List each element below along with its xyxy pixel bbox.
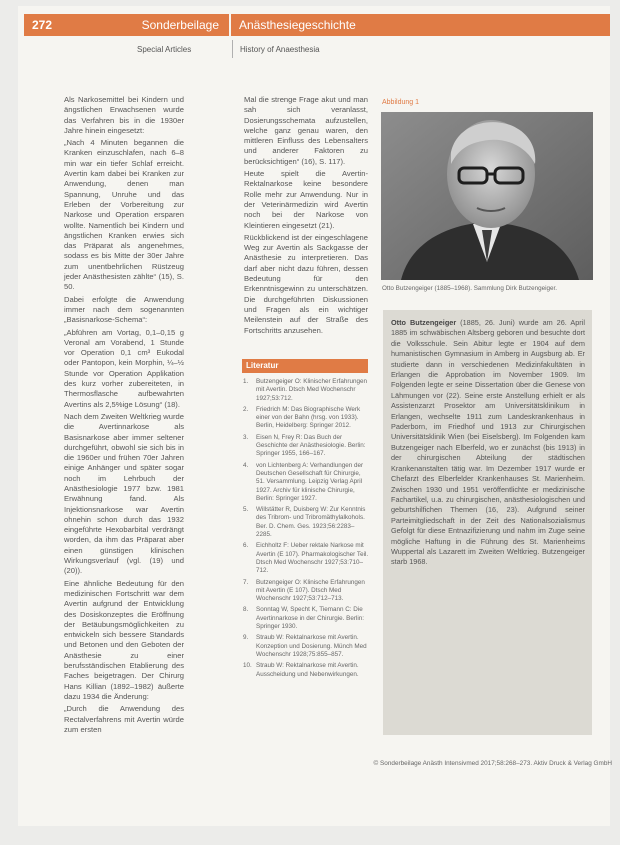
paragraph: Als Narkosemittel bei Kindern und ängstlichen Erwachsenen wurde das Verfahren bis in die 1930er Jahre hinein eingesetzt: <box>64 95 184 135</box>
reference-item <box>243 462 369 503</box>
paragraph: Eine ähnliche Bedeutung für den medizinischen Fortschritt war dem Avertin aufgrund der Entwicklung des Dosiskonzeptes die Eröffnung der Betäubungsmöglichkeiten zu entwickeln sich bessere Standards und Betonen und den Geboten der Anästhesie zu einer berufsständischen Etablierung des Faches beigetragen. Der Chirurg Hans Killian (1892–1982) äußerte dazu 1934 die Änderung: <box>64 578 184 701</box>
text-column-2 <box>244 95 368 338</box>
reference-number: 7. <box>243 578 249 586</box>
biography-body: (1885, 26. Juni) wurde am 26. April 1885 im schwäbischen Altsberg geboren und besuchte dort die Volksschule. Sein Abitur legte er 1904 auf dem humanistischen Gymnasium in Amberg in Augsburg ab. Er studierte dann in verschiedenen Medizinfakultäten in Erlangen die Approbation im November 1909. Im Folgenden legte er seine Dissertation über die Genese von Lähmungen vor (22). Seine erste Anstellung erhielt er als Assistenzarzt Prosektor am Universitätsklinikum in Erlangen, wechselte 1911 zum Landeskrankenhaus in Paderborn, im Friedhof und 1913 zur Chirurgischen Universitätsklinik Wien (bei Eiselsberg). Im Folgenden kam Butzengeiger nach Elberfeld, wo er zunächst (bis 1913) in der chirurgischen Abteilung der städtischen Krankenanstalten tätig war. Im Dezember 1917 wurde er Chefarzt des Elberfelder Krankenhauses St. Marienheim. Zwischen 1930 und 1951 veröffentlichte er medizinische Fachartikel, u.a. zu chirurgischen, anästhesiologischen und geburtshilfichen Themen (16, 23). Aufgrund seiner Parteimitgliedschaft in der Zeit des Nationalsozialismus Gefolgt für diese Entnazifizierung und nahm im Zuge seine mögliche Haftung in die Führung des St. Marienheims Wuppertal als Lazarett im Zweiten Weltkrieg. Butzengeiger starb 1968. <box>391 318 585 567</box>
reference-text: Butzengeiger O: Klinische Erfahrungen mit Avertin (E 107). Dtsch Med Wochenschr 1927;53:712–713. <box>256 578 365 603</box>
section-title-right: Anästhesiegeschichte <box>239 18 356 32</box>
quote: „Abführen am Vortag, 0,1–0,15 g Veronal am Vorabend, 1 Stunde vor Operation 0,1 cm³ Eukodal oder Pantopon, kein Morphin, ¼–½ Stunde vor Operation Applikation des kurz vorher zubereiteten, in Thermosflasche aufbewahrten Avertins als 2,5%ige Lösung“ (18). <box>64 327 184 409</box>
reference-text: Eisen N, Frey R: Das Buch der Geschichte der Anästhesiologie. Berlin: Springer 1955, 166–167. <box>256 433 366 458</box>
reference-item <box>243 542 369 575</box>
text-column-1 <box>64 95 184 737</box>
reference-text: Friedrich M: Das Biographische Werk einer von der Bahn (hrsg. von 1933). Berlin, Heidelberg: Springer 2012. <box>256 405 361 430</box>
reference-number: 1. <box>243 378 249 385</box>
reference-item <box>243 579 369 604</box>
portrait-illustration <box>381 112 593 280</box>
reference-item <box>243 378 369 403</box>
reference-item <box>243 662 369 679</box>
biography-name: Otto Butzengeiger <box>391 318 457 327</box>
portrait-photo <box>381 112 593 280</box>
reference-item <box>243 506 369 539</box>
header-band-left <box>24 14 229 36</box>
page-number: 272 <box>32 18 53 32</box>
subtitle-left: Special Articles <box>137 45 192 54</box>
footer-copyright: © Sonderbeilage Anästh Intensivmed 2017;58:268–273. Aktiv Druck & Verlag GmbH <box>373 760 612 767</box>
subtitle-right: History of Anaesthesia <box>240 45 320 54</box>
reference-number: 10. <box>243 662 252 670</box>
paragraph: Dabei erfolgte die Anwendung immer nach dem sogenannten „Basisnarkose-Schema“: <box>64 294 184 325</box>
reference-item <box>243 434 369 459</box>
reference-number: 5. <box>243 506 249 514</box>
reference-number: 8. <box>243 606 249 614</box>
paragraph: Heute spielt die Avertin-Rektalnarkose keine besondere Rolle mehr zur Anwendung. Nur in der Veterinärmedizin wird Avertin noch bei der Narkose von Kleintieren eingesetzt (21). <box>244 169 368 230</box>
paragraph: Mal die strenge Frage akut und man sah sich veranlasst, Dosierungsschemata aufzustellen, welche ganz genau waren, den mittleren Einfluss des Lebensalters und anderer Faktoren zu berücksichtigen“ (16), S. 117). <box>244 95 368 166</box>
paragraph: Nach dem Zweiten Weltkrieg wurde die Avertinnarkose als Basisnarkose aber immer seltener durchgeführt, obwohl sie sich bis in die 1960er und frühen 70er Jahren einige Anhänger und später sogar noch im Lehrbuch der Anästhesiologie 1977 bzw. 1981 Erwähnung fand. Als Injektionsnarkose war Avertin ohnehin schon durch das 1932 eingeführte Hexobarbital verdrängt worden, da ihm das Präparat aber einen günstigen klinischen Wirkungsverlauf (vgl. (19) und (20)). <box>64 411 184 576</box>
reference-item <box>243 634 369 659</box>
figure-label: Abbildung 1 <box>382 99 419 106</box>
reference-item <box>243 606 369 631</box>
reference-item <box>243 406 369 431</box>
header-divider <box>232 40 233 58</box>
reference-number: 4. <box>243 461 249 469</box>
biography-text <box>391 318 585 568</box>
quote: „Durch die Anwendung des Rectalverfahrens mit Avertin würde zum ersten <box>64 704 184 734</box>
figure-caption: Otto Butzengeiger (1885–1968). Sammlung Dirk Butzengeiger. <box>382 285 558 292</box>
reference-text: von Lichtenberg A: Verhandlungen der Deutschen Gesellschaft für Chirurgie, 51. Versammlung. Leipzig Verlag April 1927. Archiv für klinische Chirurgie, Berlin: Springer 1927. <box>256 461 364 502</box>
reference-list <box>243 378 369 682</box>
reference-text: Straub W: Rektalnarkose mit Avertin. Ausscheidung und Nebenwirkungen. <box>256 662 359 678</box>
reference-number: 9. <box>243 634 249 642</box>
header-band-right <box>231 14 610 36</box>
paragraph: Rückblickend ist der eingeschlagene Weg zur Avertin als Sackgasse der Anästhesie zu interpretieren. Das darf aber nicht dazu führen, dessen Bedeutung für den Erkenntnisgewinn zu unterschätzen. Die durchgeführten Diskussionen und Fragen als ein wichtiger Meilenstein auf der Straße des Fortschritts anzusehen. <box>244 232 368 335</box>
reference-text: Eichholtz F: Ueber rektale Narkose mit Avertin (E 107). Pharmakologischer Teil. Dtsch Med Wochenschr 1927;53:710–712. <box>256 542 369 575</box>
literature-heading: Literatur <box>242 359 368 373</box>
reference-text: Straub W: Rektalnarkose mit Avertin. Konzeption und Dosierung. Münch Med Wochenschr 1928;75:855–857. <box>256 634 367 658</box>
quote: „Nach 4 Minuten begannen die Kranken einzuschlafen, nach 6–8 min war ein tiefer Schlaf erreicht. Avertin kam dabei bei Kranken zur Anwendung, denen man Spannung, Unruhe und das Erleben der Vorbereitung zur Narkose und Operation ersparen wollte. Namentlich bei Kindern und ängstlichen Kranken erwies sich das Präparat als angenehmes, sodass es bis Mitte der 30er Jahre zum unentbehrlichen Rüstzeug jeder Anästhesisten zählte“ (15), S. 50. <box>64 138 184 292</box>
section-title-left: Sonderbeilage <box>141 18 219 32</box>
reference-number: 2. <box>243 405 249 413</box>
reference-number: 6. <box>243 542 249 550</box>
reference-text: Sonntag W, Specht K, Tiemann C: Die Avertinnarkose in der Chirurgie. Berlin: Springer 1930. <box>256 606 365 631</box>
reference-text: Willstätter R, Duisberg W: Zur Kenntnis des Tribrom- und Tribromäthylalkohols. Ber. D. Chem. Ges. 1923;56:2283–2285. <box>256 506 366 539</box>
reference-number: 3. <box>243 433 249 441</box>
reference-text: Butzengeiger O: Klinischer Erfahrungen mit Avertin. Dtsch Med Wochenschr 1927;53:712. <box>256 378 367 402</box>
